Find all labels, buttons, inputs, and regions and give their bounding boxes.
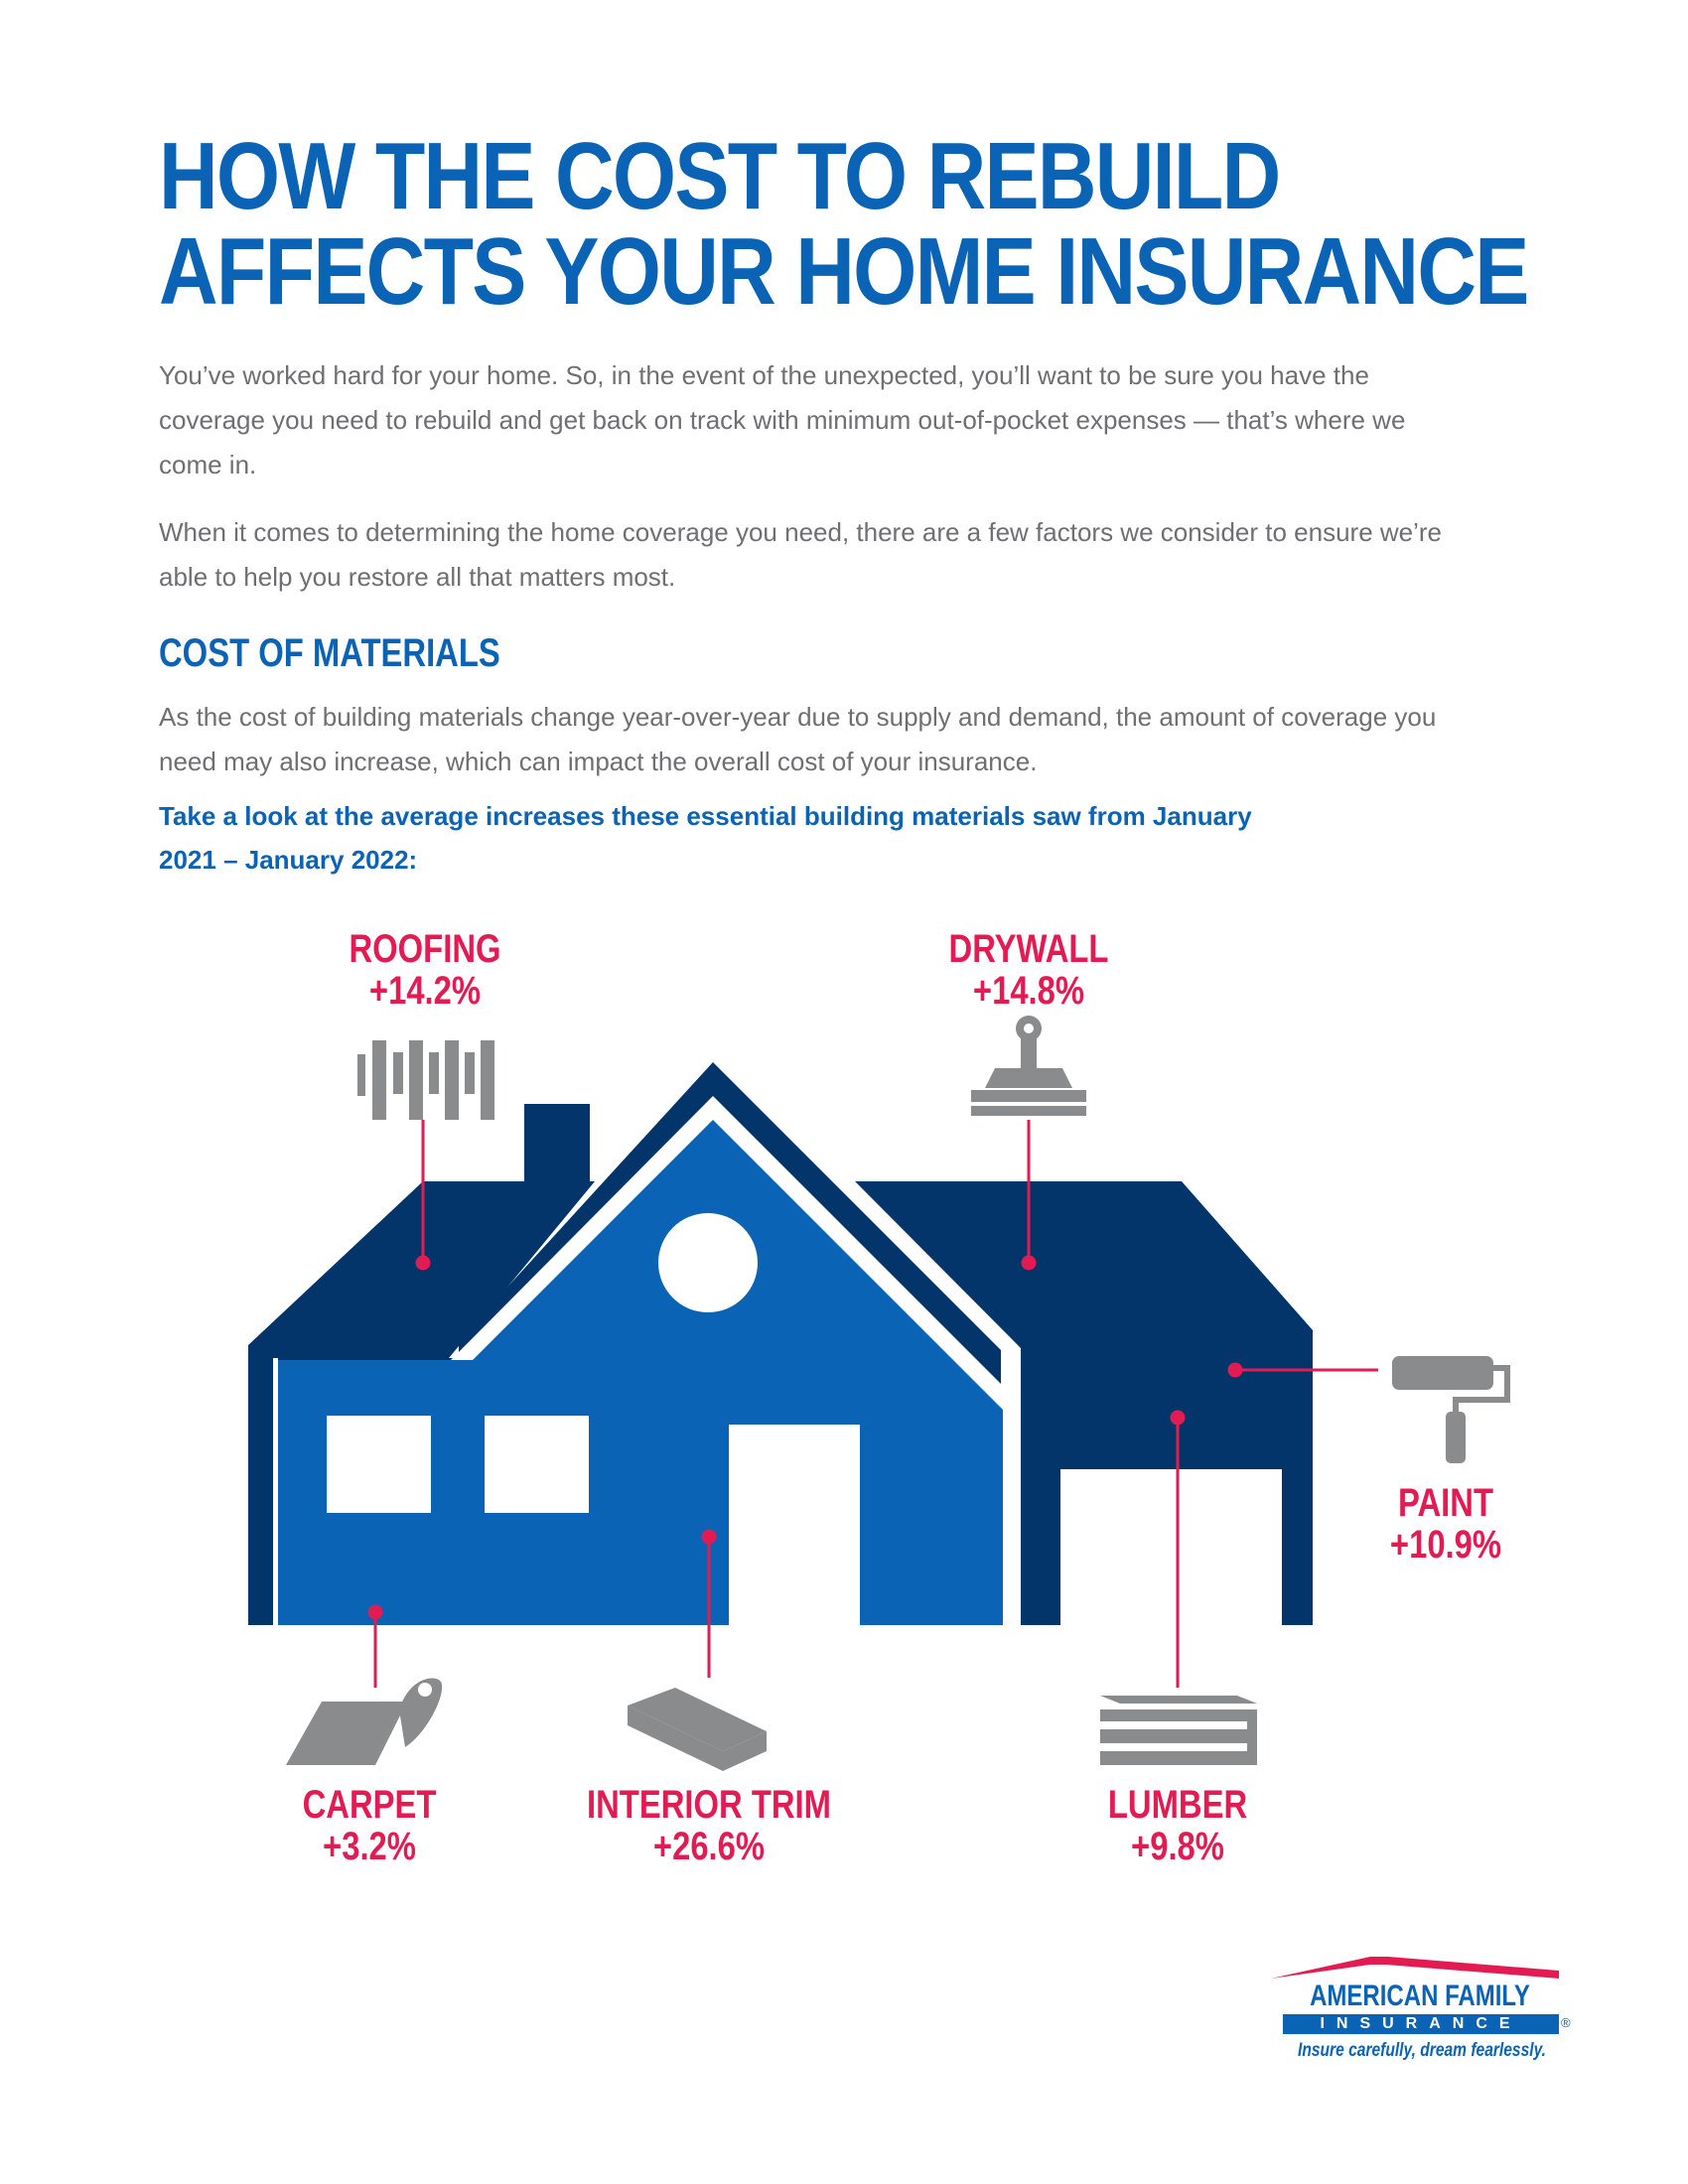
carpet-roll-icon <box>286 1678 442 1765</box>
roofing-callout-dot <box>417 1257 429 1269</box>
interior-trim-label: INTERIOR TRIM <box>587 1783 831 1827</box>
trim-callout-dot <box>703 1531 715 1543</box>
logo-registered: ® <box>1561 2015 1571 2030</box>
window-left <box>327 1416 431 1513</box>
carpet-label: CARPET <box>302 1783 437 1827</box>
section-paragraph: As the cost of building materials change year-over-year due to supply and demand, the amount of coverage you need may also increase, which can impact the overall cost of your insurance. <box>159 702 1437 776</box>
intro-paragraph-2: When it comes to determining the home coverage you need, there are a few factors we consider to ensure we’re able to help you restore all that matters most. <box>159 517 1443 592</box>
window-right <box>485 1416 589 1513</box>
interior-trim-change: +26.6% <box>652 1825 766 1868</box>
american-family-logo <box>1271 1951 1569 2065</box>
drywall-label: DRYWALL <box>948 927 1109 971</box>
putty-knife-icon <box>971 1016 1086 1116</box>
title-line-1: HOW THE COST TO REBUILD <box>159 123 1280 229</box>
shingles-icon <box>357 1040 494 1120</box>
round-window <box>658 1213 758 1312</box>
lumber-stack-icon <box>1100 1696 1257 1765</box>
paint-roller-icon <box>1392 1356 1507 1463</box>
title-line-2: AFFECTS YOUR HOME INSURANCE <box>159 218 1528 325</box>
chimney <box>524 1104 590 1198</box>
lumber-change: +9.8% <box>1131 1825 1224 1868</box>
lumber-label: LUMBER <box>1107 1783 1248 1827</box>
logo-tagline: Insure carefully, dream fearlessly. <box>1298 2040 1546 2061</box>
drywall-callout-dot <box>1023 1257 1035 1269</box>
carpet-change: +3.2% <box>323 1825 416 1868</box>
roofing-change: +14.2% <box>368 969 482 1013</box>
trim-board-icon <box>628 1688 767 1771</box>
intro-paragraph-1: You’ve worked hard for your home. So, in the event of the unexpected, you’ll want to be sure you have the coverage you need to rebuild and get back on track with minimum out-of-pocket expenses — that’s where we come in. <box>159 360 1406 479</box>
drywall-change: +14.8% <box>972 969 1085 1013</box>
section-heading: COST OF MATERIALS <box>159 631 500 675</box>
paint-change: +10.9% <box>1389 1523 1502 1567</box>
logo-bar: INSURANCE <box>1283 2014 1559 2034</box>
logo-name: AMERICAN FAMILY <box>1310 1979 1530 2012</box>
roofing-label: ROOFING <box>349 927 501 971</box>
carpet-callout-dot <box>369 1606 381 1618</box>
garage-door <box>1060 1469 1282 1625</box>
roof-logo-icon <box>1271 1951 1569 1982</box>
paint-label: PAINT <box>1398 1481 1493 1525</box>
lumber-callout-dot <box>1172 1412 1184 1424</box>
front-door <box>729 1425 860 1625</box>
paint-callout-dot <box>1229 1364 1241 1376</box>
section-lead: Take a look at the average increases these essential building materials saw from January 2021 – January 2022: <box>159 801 1252 875</box>
